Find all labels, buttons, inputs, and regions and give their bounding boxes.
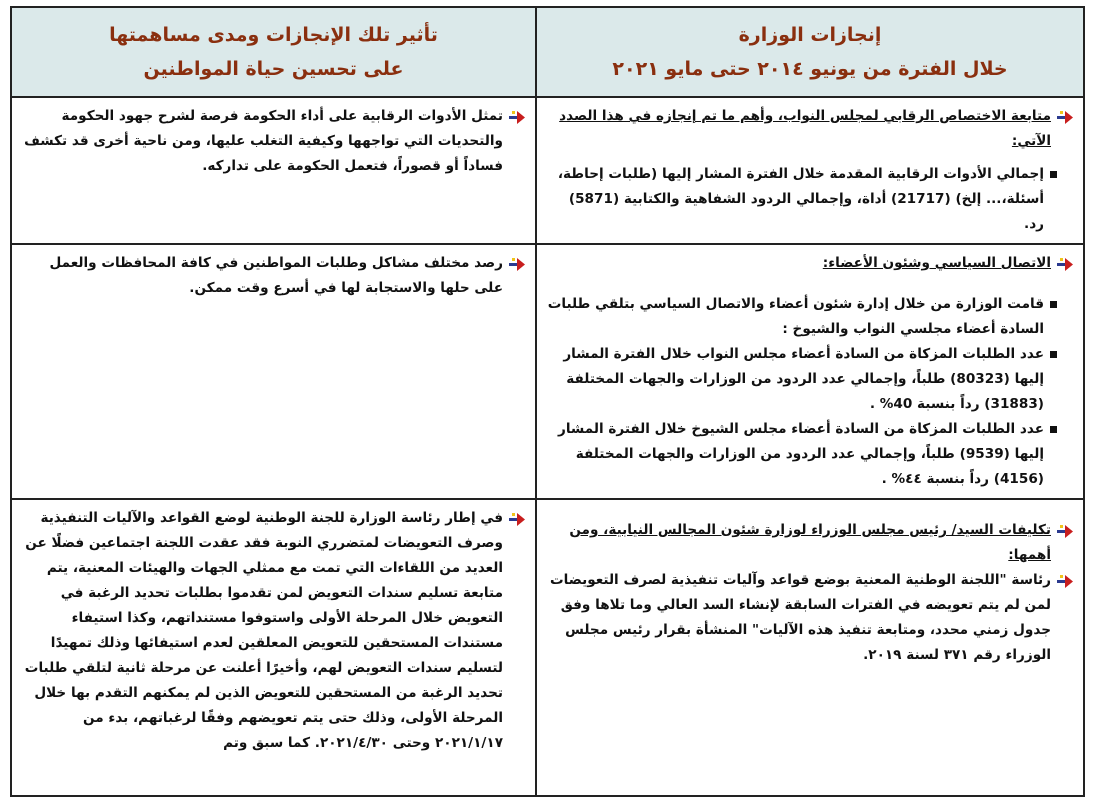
table-row (11, 97, 1084, 244)
impact-cell (11, 244, 536, 499)
achievement-cell (536, 244, 1084, 499)
header-achievements (536, 7, 1084, 97)
square-bullet-icon (1050, 171, 1057, 178)
achievement-cell (536, 97, 1084, 244)
table-row (11, 244, 1084, 499)
header-impact-title: تأثير تلك الإنجازات ومدى مساهمتها (109, 24, 438, 46)
achievement-item: عدد الطلبات المزكاة من السادة أعضاء مجلس الشيوخ خلال الفترة المشار إليها (9539) طلباً، وإجمالي عدد الردود من الوزارات والجهات المختلفة (4156) رداً بنسبة ٤٤% . (558, 421, 1044, 487)
arrow-bullet-icon (509, 256, 525, 272)
arrow-bullet-icon (1057, 573, 1073, 589)
row-heading: متابعة الاختصاص الرقابي لمجلس النواب، وأهم ما تم إنجازه في هذا الصدد الآتي: (559, 108, 1051, 149)
achievement-cell (536, 499, 1084, 796)
square-bullet-icon (1050, 301, 1057, 308)
impact-cell (11, 499, 536, 796)
header-achievements-period: خلال الفترة من يونيو ٢٠١٤ حتى مايو ٢٠٢١ (612, 58, 1008, 80)
header-achievements-title: إنجازات الوزارة (738, 24, 882, 46)
impact-text: رصد مختلف مشاكل وطلبات المواطنين في كافة المحافظات والعمل على حلها والاستجابة لها في أسرع وقت ممكن. (49, 255, 503, 296)
achievements-table-page (10, 6, 1083, 755)
arrow-bullet-icon (1057, 523, 1073, 539)
achievement-item: عدد الطلبات المزكاة من السادة أعضاء مجلس النواب خلال الفترة المشار إليها (80323) طلباً، وإجمالي عدد الردود من الوزارات والجهات المختلفة (31883) رداً بنسبة 40% . (563, 346, 1044, 412)
table-header-row (11, 7, 1084, 97)
achievements-table (10, 6, 1085, 797)
header-impact (11, 7, 536, 97)
impact-cell (11, 97, 536, 244)
row-heading: الاتصال السياسي وشئون الأعضاء: (822, 255, 1051, 271)
arrow-bullet-icon (509, 511, 525, 527)
row-heading: تكليفات السيد/ رئيس مجلس الوزراء لوزارة شئون المجالس النيابية، ومن أهمها: (569, 522, 1051, 563)
table-row (11, 499, 1084, 796)
square-bullet-icon (1050, 426, 1057, 433)
impact-text: تمثل الأدوات الرقابية على أداء الحكومة فرصة لشرح جهود الحكومة والتحديات التي تواجهها وكيفية التغلب عليها، ومن ناحية أخرى قد تكشف فساداً أو قصوراً، فتعمل الحكومة على تداركه. (24, 108, 503, 174)
achievement-item: رئاسة "اللجنة الوطنية المعنية بوضع قواعد وآليات تنفيذية لصرف التعويضات لمن لم يتم تعويضه في الفترات السابقة لإنشاء السد العالي وما تلاها وفق جدول زمني محدد، ومتابعة تنفيذ هذه الآليات" المنشأة بقرار رئيس مجلس الوزراء رقم ٣٧١ لسنة ٢٠١٩. (549, 572, 1051, 663)
achievement-item: إجمالي الأدوات الرقابية المقدمة خلال الفترة المشار إليها (طلبات إحاطة، أسئلة،... إلخ) (21717) أداة، وإجمالي الردود الشفاهية والكتابية (5871) رد. (557, 166, 1044, 232)
impact-text: في إطار رئاسة الوزارة للجنة الوطنية لوضع القواعد والآليات التنفيذية وصرف التعويضات لمتضرري النوبة فقد عقدت اللجنة اجتماعين فضلًا عن العديد من اللقاءات التي تمت مع ممثلي الجهات والهيئات المعنية، يتم متابعة تسليم سندات التعويض لمن تقدموا بطلبات تحديد الرغبة في التعويض خلال المرحلة الأولى واستوفوا مستنداتهم، وكذا استيفاء مستندات المستحقين للتعويض المعلقين لعدم استيفائها وذلك تمهيدًا لتسليم سندات التعويض لهم، وأخيرًا أعلنت عن مرحلة ثانية لتلقي طلبات تحديد الرغبة من المستحقين للتعويض الذين لم يمكنهم التقدم بها خلال المرحلة الأولى، وذلك حتى يتم تعويضهم وفقًا لرغباتهم، بدء من ٢٠٢١/١/١٧ وحتى ٢٠٢١/٤/٣٠. كما سبق وتم (24, 510, 503, 751)
square-bullet-icon (1050, 351, 1057, 358)
arrow-bullet-icon (1057, 256, 1073, 272)
arrow-bullet-icon (1057, 109, 1073, 125)
header-impact-subtitle: على تحسين حياة المواطنين (143, 58, 404, 80)
arrow-bullet-icon (509, 109, 525, 125)
achievement-item: قامت الوزارة من خلال إدارة شئون أعضاء والاتصال السياسي بتلقي طلبات السادة أعضاء مجلسي النواب والشيوخ : (547, 296, 1044, 337)
